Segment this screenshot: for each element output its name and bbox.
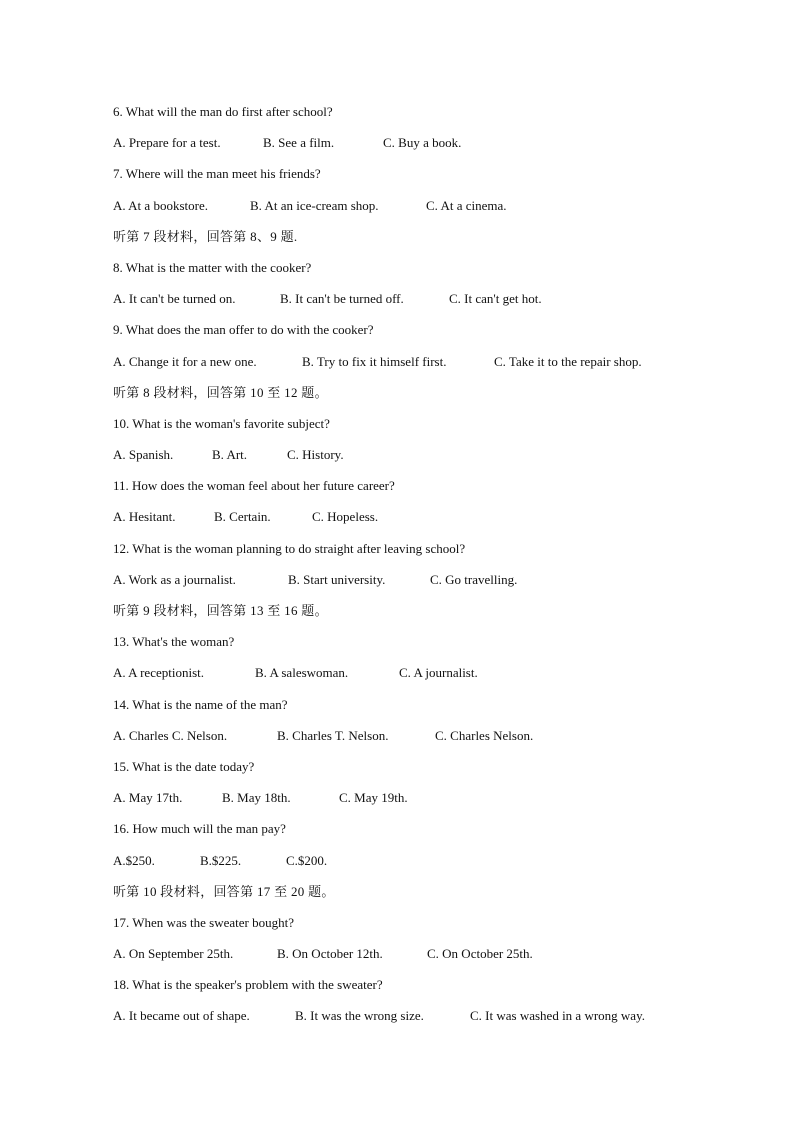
answer-options: [113, 291, 713, 322]
answer-option-c: C. Buy a book.: [383, 135, 462, 151]
answer-option-b: B. Try to fix it himself first.: [302, 353, 447, 369]
question-text: 11. How does the woman feel about her future career?: [113, 478, 395, 494]
answer-option-a: A. It can't be turned on.: [113, 291, 236, 307]
answer-options: [113, 1008, 713, 1039]
answer-option-a: A. Prepare for a test.: [113, 135, 221, 151]
section-instruction: 听第 7 段材料，回答第 8、9 题.: [113, 228, 298, 244]
answer-option-c: C. It can't get hot.: [449, 291, 542, 307]
answer-option-a: A. A receptionist.: [113, 665, 204, 681]
question-text: 13. What's the woman?: [113, 634, 235, 650]
section-instruction: 听第 9 段材料，回答第 13 至 16 题。: [113, 603, 328, 618]
question-text: 14. What is the name of the man?: [113, 696, 288, 712]
answer-option-b: B. Certain.: [214, 509, 271, 525]
answer-option-c: C.$200.: [286, 852, 328, 868]
answer-option-a: A. Spanish.: [113, 447, 174, 463]
answer-option-c: C. Hopeless.: [312, 509, 379, 525]
answer-options: [113, 728, 713, 759]
question-text: 8. What is the matter with the cooker?: [113, 259, 312, 275]
answer-options: [113, 790, 713, 821]
answer-option-b: B. On October 12th.: [277, 946, 383, 962]
answer-options: [113, 853, 713, 884]
section-instruction: 听第 10 段材料，回答第 17 至 20 题。: [113, 883, 335, 899]
answer-option-c: C. It was washed in a wrong way.: [470, 1008, 645, 1024]
answer-option-a: A. Hesitant.: [113, 509, 176, 525]
answer-options: [113, 665, 713, 696]
question-text: 6. What will the man do first after school?: [113, 104, 333, 119]
question-text: 12. What is the woman planning to do straight after leaving school?: [113, 540, 466, 556]
question-text: 18. What is the speaker's problem with the sweater?: [113, 977, 383, 993]
question-text: 16. How much will the man pay?: [113, 821, 286, 837]
answer-options: [113, 198, 713, 229]
answer-option-a: A. May 17th.: [113, 790, 183, 806]
answer-option-c: C. May 19th.: [339, 790, 408, 806]
answer-option-a: A. It became out of shape.: [113, 1008, 250, 1024]
answer-option-c: C. Take it to the repair shop.: [494, 353, 642, 369]
question-text: 9. What does the man offer to do with the cooker?: [113, 322, 374, 338]
exam-page: [113, 104, 713, 1040]
answer-options: [113, 354, 713, 385]
answer-option-c: C. Charles Nelson.: [435, 727, 534, 743]
answer-option-c: C. Go travelling.: [430, 571, 518, 587]
answer-options: [113, 135, 713, 166]
answer-option-c: C. History.: [287, 447, 344, 463]
answer-option-a: A. Work as a journalist.: [113, 571, 236, 587]
answer-option-a: A. Change it for a new one.: [113, 353, 257, 369]
answer-option-c: C. A journalist.: [399, 665, 478, 681]
answer-option-b: B. Start university.: [288, 571, 386, 587]
answer-option-a: A.$250.: [113, 852, 155, 868]
question-text: 15. What is the date today?: [113, 758, 255, 774]
section-instruction: 听第 8 段材料，回答第 10 至 12 题。: [113, 384, 328, 400]
answer-option-b: B. It was the wrong size.: [295, 1008, 424, 1024]
answer-options: [113, 572, 713, 603]
question-text: 17. When was the sweater bought?: [113, 914, 294, 930]
answer-option-b: B. It can't be turned off.: [280, 291, 404, 307]
answer-option-c: C. On October 25th.: [427, 946, 533, 962]
answer-option-b: B. May 18th.: [222, 790, 291, 806]
answer-options: [113, 946, 713, 977]
answer-option-a: A. At a bookstore.: [113, 197, 208, 213]
answer-options: [113, 509, 713, 540]
answer-option-b: B. At an ice-cream shop.: [250, 197, 379, 213]
question-text: 10. What is the woman's favorite subject?: [113, 415, 330, 431]
question-text: 7. Where will the man meet his friends?: [113, 166, 321, 182]
answer-options: [113, 447, 713, 478]
answer-option-a: A. On September 25th.: [113, 946, 234, 962]
answer-option-b: B.$225.: [200, 852, 242, 868]
answer-option-a: A. Charles C. Nelson.: [113, 727, 228, 743]
answer-option-b: B. See a film.: [263, 135, 335, 151]
answer-option-c: C. At a cinema.: [426, 197, 507, 213]
answer-option-b: B. Charles T. Nelson.: [277, 727, 389, 743]
answer-option-b: B. Art.: [212, 447, 248, 463]
answer-option-b: B. A saleswoman.: [255, 665, 349, 681]
